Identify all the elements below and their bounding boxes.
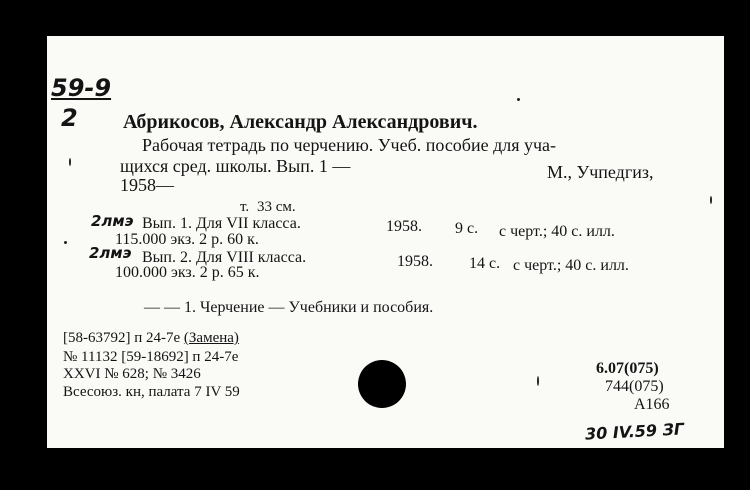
ref-line-3: XXVI № 628; № 3426 (63, 366, 201, 382)
replacement-note: (Замена) (183, 330, 239, 346)
ink-speck (64, 241, 67, 244)
issue2-handwritten-mark: 2лмэ (89, 244, 132, 262)
card-punch-hole (358, 360, 406, 408)
issue2-illustrations: с черт.; 40 с. илл. (513, 257, 629, 274)
ink-speck (710, 196, 712, 204)
issue1-year: 1958. (386, 218, 422, 235)
handwritten-date: 30 IV.59 ЗГ (584, 419, 685, 444)
ink-speck (69, 158, 71, 166)
handwritten-sub-number: 2 (61, 104, 78, 132)
issue2-label: Вып. 2. Для VIII класса. (142, 249, 307, 266)
title-line-1: Рабочая тетрадь по черчению. Учеб. пособие для уча- (142, 135, 557, 155)
ref-line-2: № 11132 [59-18692] п 24-7е (63, 349, 239, 365)
handwritten-call-number: 59-9 (51, 74, 112, 102)
size: 33 см. (257, 199, 296, 215)
subject-heading: — — 1. Черчение — Учебники и пособия. (144, 299, 434, 316)
issue1-illustrations: с черт.; 40 с. илл. (499, 223, 615, 240)
ink-speck (537, 376, 539, 386)
ref-line-4: Всесоюз. кн, палата 7 IV 59 (63, 384, 240, 400)
issue2-pages: 14 с. (469, 255, 501, 272)
author-heading: Абрикосов, Александр Александрович. (123, 111, 478, 133)
classification-author-mark: А166 (634, 396, 670, 413)
issue1-pages: 9 с. (455, 220, 479, 237)
ref-line-1-prefix: [58-63792] п 24-7е (63, 330, 181, 346)
issue1-label: Вып. 1. Для VII класса. (142, 215, 301, 232)
issue2-year: 1958. (397, 253, 433, 270)
ink-speck (517, 98, 520, 101)
ref-line-1 (63, 331, 239, 346)
issue1-handwritten-mark: 2лмэ (91, 212, 134, 230)
title-year: 1958— (120, 175, 174, 195)
title-line-2: щихся сред. школы. Вып. 1 — (120, 156, 351, 176)
issue1-print-run: 115.000 экз. 2 р. 60 к. (115, 231, 259, 248)
volumes-marker: т. (240, 199, 250, 215)
classification-bbk: 744(075) (605, 378, 664, 395)
classification-udc: 6.07(075) (596, 360, 659, 377)
publisher: М., Учпедгиз, (547, 162, 654, 182)
issue2-print-run: 100.000 экз. 2 р. 65 к. (115, 264, 260, 281)
